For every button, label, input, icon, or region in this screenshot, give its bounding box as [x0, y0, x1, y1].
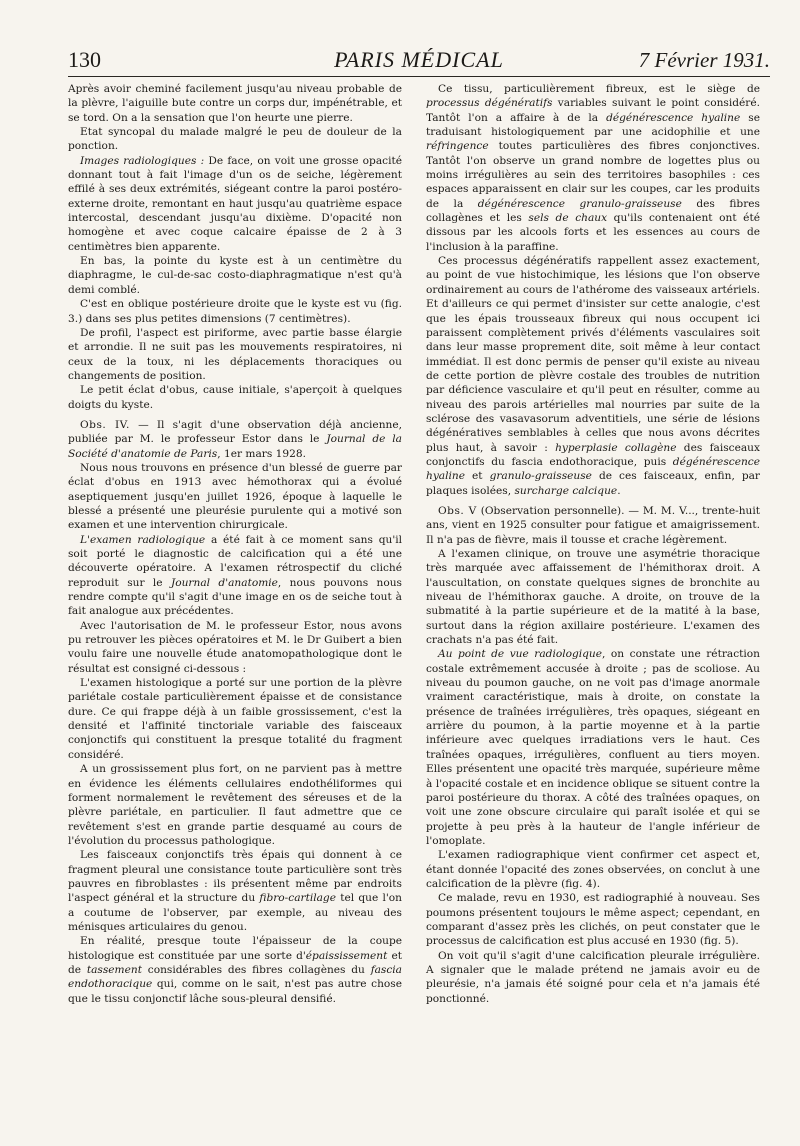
- paragraph: On voit qu'il s'agit d'une calcification pleurale irrégulière. A signaler que le malade prétend ne jamais avoir eu de pleurésie, n'a jamais été soigné pour cela et n'a jamais été ponctionné.: [426, 949, 760, 1005]
- journal-citation: Journal d'anatomie: [170, 576, 278, 589]
- emphasis: hyperplasie collagène: [555, 441, 677, 454]
- emphasis: dégénérescence hyaline: [426, 455, 760, 483]
- section-label: Images radiologiques :: [80, 154, 205, 167]
- paragraph-text: des fibres collagènes et les: [426, 197, 760, 225]
- paragraph: Nous nous trouvons en présence d'un blessé de guerre par éclat d'obus en 1913 avec hémothorax qui a évolué aseptiquement jusqu'en juillet 1926, époque à laquelle le blessé a présenté une pleurésie purulente qui a motivé son examen et une intervention chirurgicale.: [68, 461, 402, 532]
- paragraph: [426, 82, 760, 254]
- paragraph-text: des faisceaux conjonctifs du fascia endothoracique, puis: [426, 441, 760, 468]
- paragraph: Ce malade, revu en 1930, est radiographié à nouveau. Ses poumons présentent toujours le même aspect; cependant, en comparant d'assez près les clichés, on peut constater que le processus de calcification est plus accusé en 1930 (fig. 5).: [426, 892, 760, 948]
- paragraph-text: (Observation personnelle). — M. M. V..., trente-huit ans, vient en 1925 consulter pour fatigue et amaigrissement. Il n'a pas de fièvre, mais il tousse et crache légèrement.: [426, 504, 760, 546]
- page-header: [68, 44, 770, 77]
- paragraph-text: En réalité, presque toute l'épaisseur de la coupe histologique est constituée par une sorte d': [68, 935, 402, 962]
- observation-heading: [426, 504, 760, 547]
- paragraph: Etat syncopal du malade malgré le peu de douleur de la ponction.: [68, 126, 402, 153]
- paragraph-text: de ces faisceaux, enfin, par plaques isolées,: [426, 470, 760, 497]
- emphasis: processus dégénératifs: [426, 97, 553, 110]
- paragraph: [426, 254, 760, 498]
- emphasis: dégénérescence granulo-graisseuse: [477, 197, 682, 210]
- paragraph: Le petit éclat d'obus, cause initiale, s'aperçoit à quelques doigts du kyste.: [68, 384, 402, 411]
- paragraph: [68, 533, 402, 619]
- paragraph-text: qui, comme on le sait, n'est pas autre chose que le tissu conjonctif lâche sous-pleural densifié.: [68, 978, 402, 1005]
- paragraph-text: Ces processus dégénératifs rappellent assez exactement, au point de vue histochimique, les lésions que l'on observe ordinairement au cours de l'athérome des vaisseaux artériels. Et d'ailleurs ce qui permet d'insister sur cette analogie, c'est que les épais trousseaux fibreux qui nous occupent ici paraissent complètement privés d'éléments vasculaires soit dans leur masse proprement dite, soit même à leur contact immédiat. Il est donc permis de penser qu'il existe au niveau de cette portion de plèvre costale des troubles de nutrition par déficience vasculaire et qu'il peut en résulter, comme au niveau des parois artérielles mal nourries par suite de la sclérose des vasavasorum adventitiels, une série de lésions dégénératives semblables à celles que nous avons décrites plus haut, à savoir :: [426, 255, 760, 454]
- paragraph: [68, 848, 402, 934]
- paragraph-text: tel que l'on a coutume de l'observer, par exemple, au niveau des ménisques articulaires du genou.: [68, 892, 402, 933]
- paragraph: Avec l'autorisation de M. le professeur Estor, nous avons pu retrouver les pièces opératoires et M. le Dr Guibert a bien voulu faire une nouvelle étude anatomopathologique dont le résultat est consigné ci-dessous :: [68, 619, 402, 675]
- issue-date: 7 Février 1931.: [638, 48, 770, 72]
- observation-label: Obs. V: [438, 504, 477, 517]
- paragraph: C'est en oblique postérieure droite que le kyste est vu (fig. 3.) dans ses plus petites dimensions (7 centimètres).: [68, 298, 402, 325]
- observation-label: Obs. IV.: [80, 418, 130, 431]
- emphasis: fascia endothoracique: [68, 963, 402, 991]
- paragraph: Après avoir cheminé facilement jusqu'au niveau probable de la plèvre, l'aiguille bute contre un corps dur, impénétrable, et se tord. On a la sensation que l'on heurte une pierre.: [68, 83, 402, 124]
- paragraph: L'examen histologique a porté sur une portion de la plèvre pariétale costale particulièrement épaisse et de consistance dure. Ce qui frappe déjà à un faible grossissement, c'est la densité et l'affinité tinctoriale variable des faisceaux conjonctifs qui constituent la presque totalité du fragment considéré.: [68, 677, 402, 761]
- emphasis: réfringence: [426, 140, 489, 153]
- paragraph-text: , 1er mars 1928.: [217, 447, 306, 460]
- paragraph-text: et: [465, 470, 490, 483]
- paragraph-text: .: [617, 484, 621, 497]
- paragraph-text: a été fait à ce moment sans qu'il soit porté le diagnostic de calcification qui a été une découverte opératoire. A l'examen rétrospectif du cliché reproduit sur le: [68, 533, 403, 589]
- journal-title: PARIS MÉDICAL: [334, 47, 504, 72]
- paragraph-text: Les faisceaux conjonctifs très épais qui donnent à ce fragment pleural une consistance toute particulière sont très pauvres en fibroblastes : ils présentent même par endroits l'aspect général et la structure du: [68, 849, 402, 905]
- observation-heading: [68, 418, 402, 461]
- emphasis: tassement: [86, 963, 142, 976]
- paragraph: En bas, la pointe du kyste est à un centimètre du diaphragme, le cul-de-sac costo-diaphragmatique n'est qu'à demi comblé.: [68, 255, 402, 296]
- emphasis: sels de chaux: [528, 212, 608, 225]
- paragraph-text: se traduisant histologiquement par une acidophilie et une: [426, 111, 760, 139]
- paragraph-text: , on constate une rétraction costale extrêmement accusée à droite ; pas de scoliose. Au niveau du poumon gauche, on ne voit pas d'image anormale vraiment caractéristique, mais à droite, on constate la présence de traînées irrégulières, très opaques, siégeant en arrière du poumon, à la partie moyenne et à la partie inférieure avec quelques irradiations vers le haut. Ces traînées opaques, irrégulières, confluent au tiers moyen. Elles présentent une opacité très marquée, supérieure même à l'opacité costale et en incidence oblique se situent contre la paroi postérieure du thorax. A côté des traînées opaques, on voit une zone obscure circulaire qui paraît isolée et qui se projette à peu près à la hauteur de l'angle inférieur de l'omoplate.: [426, 648, 760, 847]
- page-number: 130: [68, 47, 101, 72]
- paragraph: A l'examen clinique, on trouve une asymétrie thoracique très marquée avec affaissement de l'hémithorax droit. A l'auscultation, on constate quelques signes de bronchite au niveau de l'hémithorax gauche. A droite, on trouve de la submatité à la partie supérieure et de la matité à la base, surtout dans la région axillaire postérieure. L'examen des crachats n'a pas été fait.: [426, 548, 760, 647]
- paragraph-text: et de: [68, 949, 402, 976]
- journal-citation: Journal de la Société d'anatomie de Paris: [68, 433, 402, 460]
- paragraph-text: , nous pouvons nous rendre compte qu'il s'agit d'une image en os de seiche tout à fait analogue aux précédentes.: [68, 576, 402, 618]
- paragraph: [68, 934, 402, 1006]
- emphasis: surcharge calcique: [514, 484, 618, 497]
- emphasis: fibro-cartilage: [259, 892, 336, 905]
- paragraph-text: Ce tissu, particulièrement fibreux, est le siège de: [438, 83, 760, 95]
- paragraph: De profil, l'aspect est piriforme, avec partie basse élargie et arrondie. Il ne suit pas les mouvements respiratoires, ni ceux de la toux, ni les déplacements thoraciques ou changements de position.: [68, 326, 402, 382]
- section-label: L'examen radiologique: [80, 533, 206, 546]
- paragraph: [426, 647, 760, 848]
- paragraph-text: variables suivant le point considéré. Tantôt l'on a affaire à de la: [426, 97, 760, 124]
- paragraph: L'examen radiographique vient confirmer cet aspect et, étant donnée l'opacité des zones observées, on conclut à une calcification de la plèvre (fig. 4).: [426, 849, 760, 890]
- paragraph: A un grossissement plus fort, on ne parvient pas à mettre en évidence les éléments cellulaires endothéliformes qui forment normalement le revêtement des séreuses et de la plèvre pariétale, en particulier. Il faut admettre que ce revêtement s'est en grande partie desquamé au cours de l'évolution du processus pathologique.: [68, 763, 402, 847]
- paragraph-text: toutes particulières des fibres conjonctives. Tantôt l'on observe un grand nombre de logettes plus ou moins irrégulières au sein des territoires basophiles : ces espaces apparaissent en clair sur les coupes, car les produits de la: [426, 140, 760, 210]
- paragraph-text: De face, on voit une grosse opacité donnant tout à fait l'image d'un os de seiche, légèrement effilé à ses deux extrémités, siégeant contre la paroi postéro-externe droite, remontant en haut jusqu'au quatrième espace intercostal, descendant jusqu'au dixième. D'opacité non homogène et avec coque calcaire épaisse de 2 à 3 centimètres bien apparente.: [68, 154, 402, 253]
- paragraph-text: — Il s'agit d'une observation déjà ancienne, publiée par M. le professeur Estor dans le: [68, 418, 402, 446]
- paragraph-text: considérables des fibres collagènes du: [141, 963, 371, 976]
- right-column: [426, 82, 760, 1006]
- emphasis: dégénérescence hyaline: [606, 111, 741, 124]
- left-column: [68, 82, 402, 1006]
- emphasis: granulo-graisseuse: [489, 470, 592, 483]
- section-label: Au point de vue radiologique: [438, 648, 603, 661]
- paragraph-text: qu'ils contenaient ont été dissous par les alcools forts et les essences au cours de l'inclusion à la paraffine.: [426, 212, 760, 253]
- paragraph: [68, 154, 402, 254]
- emphasis: épaississement: [305, 949, 388, 962]
